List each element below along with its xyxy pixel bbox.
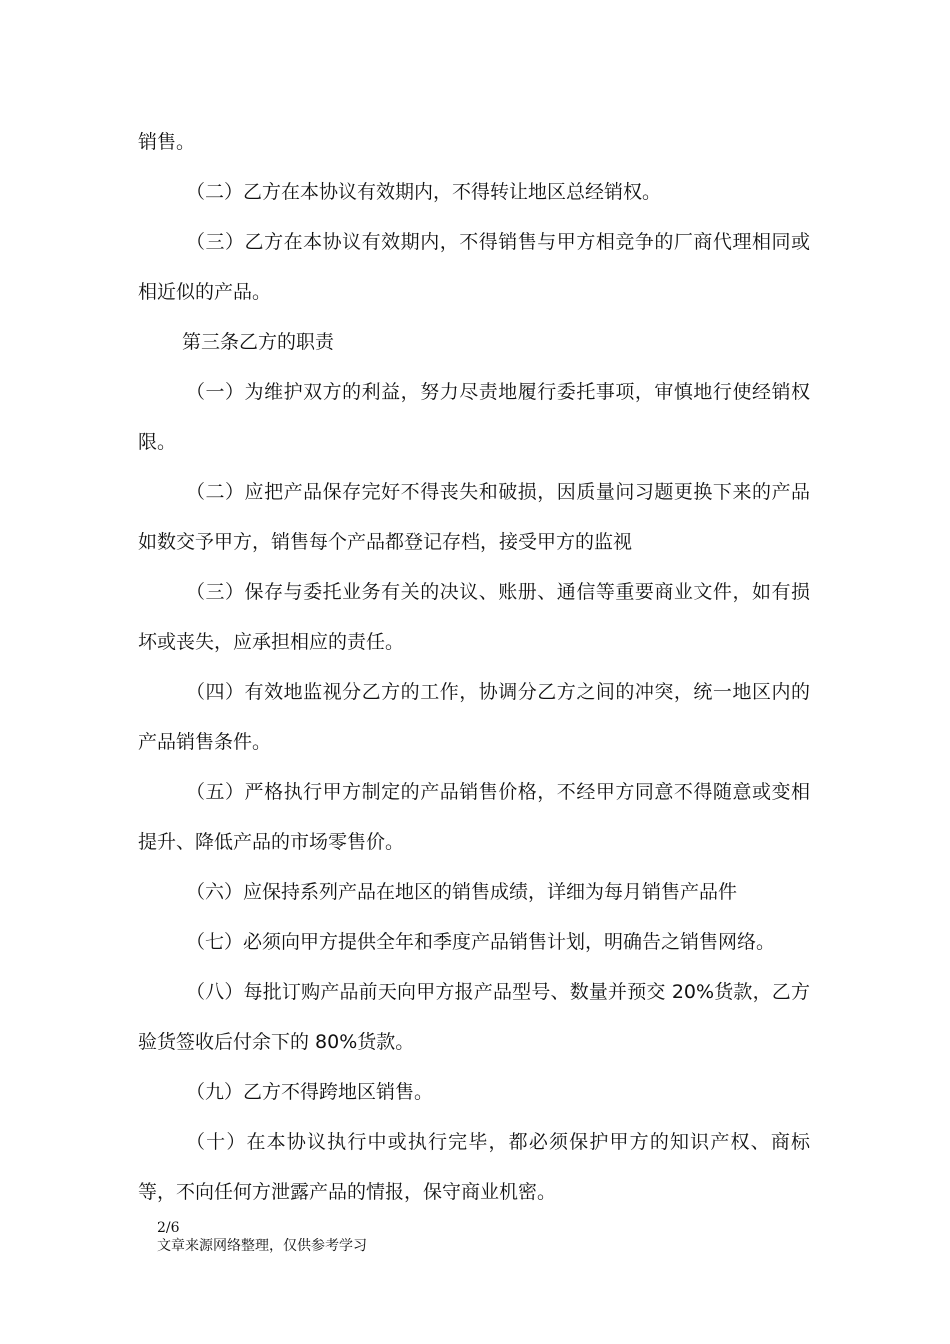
footer-note: 文章来源网络整理，仅供参考学习 bbox=[157, 1238, 367, 1254]
paragraph-clause-3-6: （六）应保持系列产品在地区的销售成绩，详细为每月销售产品件 bbox=[186, 881, 738, 903]
paragraph-clause-3-9: （九）乙方不得跨地区销售。 bbox=[186, 1081, 434, 1103]
paragraph-clause-3-3: （三）保存与委托业务有关的决议、账册、通信等重要商业文件，如有损坏或丧失，应承担相应的责任。 bbox=[138, 581, 810, 653]
paragraph-clause-3-10: （十）在本协议执行中或执行完毕，都必须保护甲方的知识产权、商标等，不向任何方泄露产品的情报，保守商业机密。 bbox=[138, 1131, 810, 1203]
paragraph-continuation: 销售。 bbox=[138, 131, 196, 153]
page-footer bbox=[157, 1219, 367, 1255]
paragraph-clause-2-3: （三）乙方在本协议有效期内，不得销售与甲方相竞争的厂商代理相同或相近似的产品。 bbox=[138, 231, 810, 303]
paragraph-clause-3-8: （八）每批订购产品前天向甲方报产品型号、数量并预交 20%货款，乙方验货签收后付余下的 80%货款。 bbox=[138, 981, 810, 1053]
paragraph-clause-3-2: （二）应把产品保存完好不得丧失和破损，因质量问习题更换下来的产品如数交予甲方，销售每个产品都登记存档，接受甲方的监视 bbox=[138, 481, 810, 553]
paragraph-clause-2-2: （二）乙方在本协议有效期内，不得转让地区总经销权。 bbox=[186, 181, 662, 203]
paragraph-clause-3-5: （五）严格执行甲方制定的产品销售价格，不经甲方同意不得随意或变相提升、降低产品的市场零售价。 bbox=[138, 781, 810, 853]
section-heading-article-3: 第三条乙方的职责 bbox=[182, 331, 335, 353]
paragraph-clause-3-1: （一）为维护双方的利益，努力尽责地履行委托事项，审慎地行使经销权限。 bbox=[138, 381, 810, 453]
page-number: 2/6 bbox=[157, 1220, 180, 1236]
document-body bbox=[138, 117, 810, 1217]
paragraph-clause-3-7: （七）必须向甲方提供全年和季度产品销售计划，明确告之销售网络。 bbox=[186, 931, 776, 953]
paragraph-clause-3-4: （四）有效地监视分乙方的工作，协调分乙方之间的冲突，统一地区内的产品销售条件。 bbox=[138, 681, 810, 753]
